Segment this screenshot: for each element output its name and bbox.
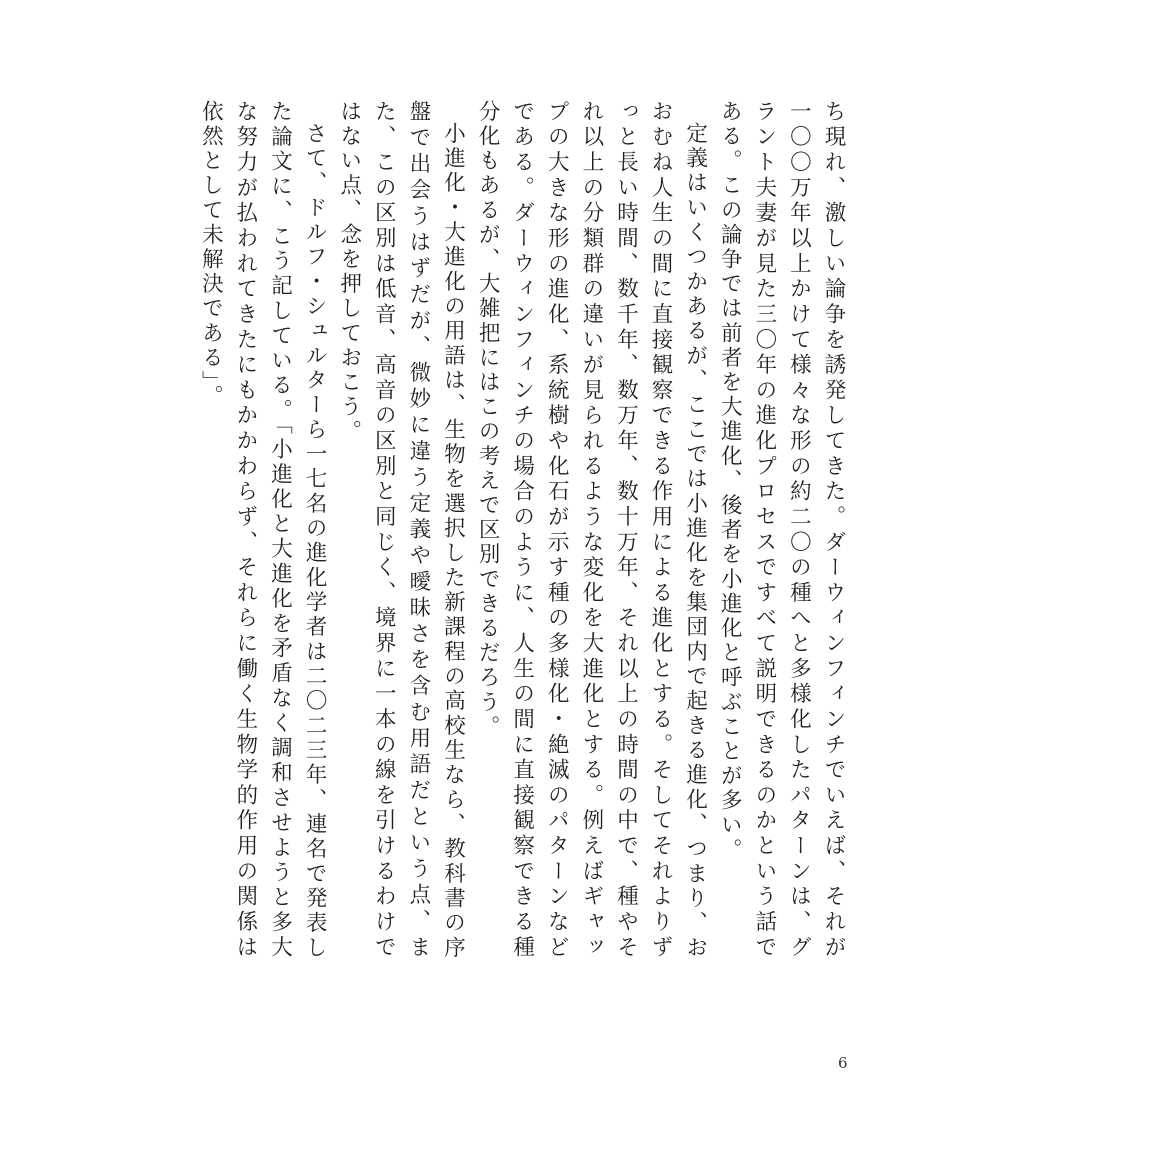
- paragraph-1: ち現れ、激しい論争を誘発してきた。ダーウィンフィンチでいえば、それが一〇〇万年以上かけて様々な形の約二〇の種へと多様化したパターンは、グラント夫妻が見た三〇年の進化プロセスですべて説明できるのかという話である。この論争では前者を大進化、後者を小進化と呼ぶことが多い。: [717, 100, 846, 960]
- paragraph-2: 定義はいくつかあるが、ここでは小進化を集団内で起きる進化、つまり、おおむね人生の間に直接観察できる作用による進化とする。そしてそれよりずっと長い時間、数千年、数万年、数十万年、それ以上の時間の中で、種やそれ以上の分類群の違いが見られるような変化を大進化とする。例えばギャップの大きな形の進化、系統樹や化石が示す種の多様化・絶滅のパターンなどである。ダーウィンフィンチの場合のように、人生の間に直接観察できる種分化もあるが、大雑把にはこの考えで区別できるだろう。: [475, 100, 708, 960]
- vertical-text-body: [198, 100, 850, 960]
- paragraph-4: さて、ドルフ・シュルターら一七名の進化学者は二〇二三年、連名で発表した論文に、こう記している。「小進化と大進化を矛盾なく調和させようと多大な努力が払われてきたにもかかわらず、それらに働く生物学的作用の関係は依然として未解決である」。: [198, 100, 328, 960]
- paragraph-3: 小進化・大進化の用語は、生物を選択した新課程の高校生なら、教科書の序盤で出会うはずだが、微妙に違う定義や曖昧さを含む用語だという点、また、この区別は低音、高音の区別と同じく、境界に一本の線を引けるわけではない点、念を押しておこう。: [336, 100, 466, 960]
- page-number: 6: [838, 1054, 848, 1072]
